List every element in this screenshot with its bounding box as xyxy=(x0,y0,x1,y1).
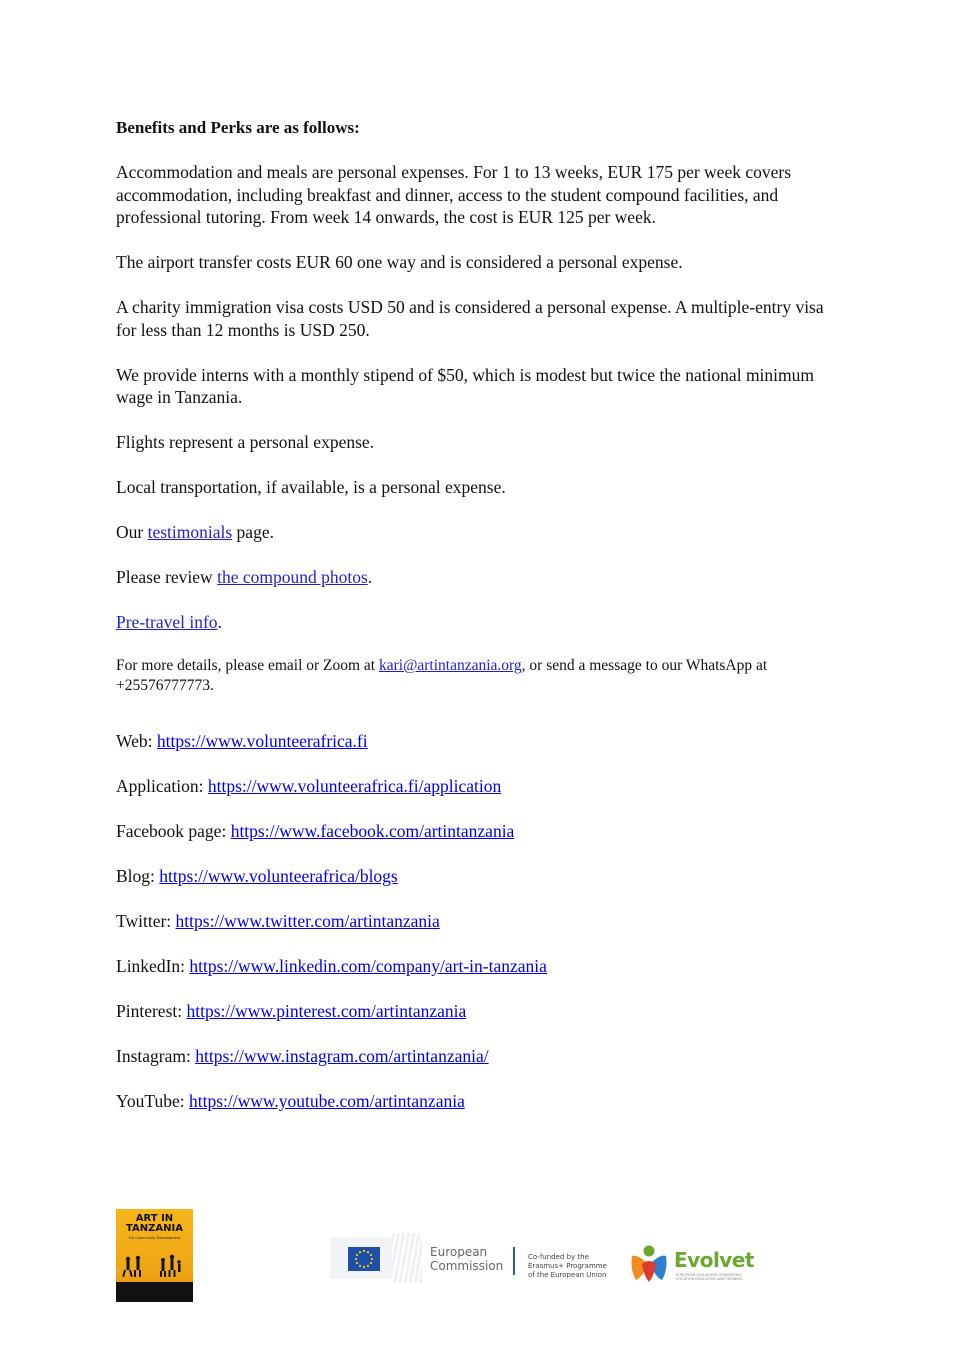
link-label: Web: xyxy=(116,731,157,751)
pinterest-link[interactable]: https://www.pinterest.com/artintanzania xyxy=(186,1001,467,1021)
link-label: Pinterest: xyxy=(116,1001,187,1021)
ait-logo-line1: ART IN xyxy=(135,1213,174,1224)
erasmus-cofunded-text xyxy=(528,1253,607,1280)
link-row-web xyxy=(116,730,831,753)
link-label: Blog: xyxy=(116,866,160,886)
link-row-linkedin xyxy=(116,955,831,978)
cofund-line1: Co-funded by the xyxy=(528,1253,589,1261)
contact-suffix: , or send a message to our WhatsApp at +25576777773. xyxy=(116,657,768,694)
linkedin-link[interactable]: https://www.linkedin.com/company/art-in-tanzania xyxy=(189,956,547,976)
ec-line2: Commission xyxy=(430,1259,504,1273)
ec-decorative-stripes xyxy=(392,1233,422,1283)
photos-line xyxy=(116,566,831,589)
blog-link[interactable]: https://www.volunteerafrica/blogs xyxy=(159,866,398,886)
stipend-paragraph: We provide interns with a monthly stipend of $50, which is modest but twice the national minimum wage in Tanzania. xyxy=(116,364,815,407)
document-body xyxy=(116,117,831,1135)
social-links-list xyxy=(116,730,831,1113)
photos-prefix: Please review xyxy=(116,567,218,587)
evolvet-logo xyxy=(628,1244,753,1284)
local-transport-paragraph: Local transportation, if available, is a personal expense. xyxy=(116,477,506,497)
footer-logos xyxy=(0,1200,960,1310)
ait-logo-tagline: For Community Development xyxy=(128,1236,181,1240)
application-link[interactable]: https://www.volunteerafrica.fi/application xyxy=(207,776,502,796)
cofund-line2: Erasmus+ Programme xyxy=(528,1262,607,1270)
page-heading: Benefits and Perks are as follows: xyxy=(116,118,360,137)
evolvet-tagline: EUROPEAN VOLUNTEER GENERATING VOCATION EDUCATION AND TRAINING xyxy=(676,1273,743,1281)
ec-line1: European xyxy=(430,1245,488,1259)
link-label: Facebook page: xyxy=(116,821,231,841)
link-label: LinkedIn: xyxy=(116,956,190,976)
evolvet-wordmark: Evolvet xyxy=(674,1248,754,1272)
twitter-link[interactable]: https://www.twitter.com/artintanzania xyxy=(175,911,440,931)
ait-logo-line2: TANZANIA xyxy=(126,1223,183,1234)
evolvet-emblem-icon xyxy=(628,1244,670,1284)
link-row-facebook xyxy=(116,820,831,843)
link-row-twitter xyxy=(116,910,831,933)
pretravel-suffix: . xyxy=(217,612,222,632)
european-commission-logo xyxy=(330,1233,515,1283)
eu-flag-icon xyxy=(348,1247,380,1271)
ait-logo-title xyxy=(116,1214,193,1234)
testimonials-prefix: Our xyxy=(116,522,148,542)
testimonials-line xyxy=(116,521,831,544)
email-link[interactable]: kari@artintanzania.org xyxy=(379,657,522,674)
link-label: Application: xyxy=(116,776,208,796)
airport-transfer-paragraph: The airport transfer costs EUR 60 one way and is considered a personal expense. xyxy=(116,252,683,272)
visa-paragraph: A charity immigration visa costs USD 50 and is considered a personal expense. A multiple-entry visa for less than 12 months is USD 250. xyxy=(116,297,824,340)
flights-paragraph: Flights represent a personal expense. xyxy=(116,432,375,452)
testimonials-link[interactable]: testimonials xyxy=(147,522,233,542)
contact-prefix: For more details, please email or Zoom at xyxy=(116,657,379,674)
link-row-application xyxy=(116,775,831,798)
contact-paragraph xyxy=(116,656,831,696)
link-label: YouTube: xyxy=(116,1091,189,1111)
accommodation-paragraph: Accommodation and meals are personal expenses. For 1 to 13 weeks, EUR 175 per week covers accommodation, including breakfast and dinner, access to the student compound facilities, and professional tutoring. From week 14 onwards, the cost is EUR 125 per week. xyxy=(116,162,792,227)
link-row-instagram xyxy=(116,1045,831,1068)
pretravel-info-link[interactable]: Pre-travel info xyxy=(116,612,218,632)
ait-logo-band xyxy=(116,1282,193,1302)
link-row-blog xyxy=(116,865,831,888)
ec-divider xyxy=(513,1247,515,1275)
ec-logo-text xyxy=(430,1245,503,1273)
link-label: Instagram: xyxy=(116,1046,196,1066)
link-label: Twitter: xyxy=(116,911,176,931)
art-in-tanzania-logo xyxy=(116,1209,193,1302)
link-row-pinterest xyxy=(116,1000,831,1023)
people-silhouette-icon xyxy=(116,1251,193,1283)
link-row-youtube xyxy=(116,1090,831,1113)
testimonials-suffix: page. xyxy=(232,522,274,542)
web-link[interactable]: https://www.volunteerafrica.fi xyxy=(156,731,368,751)
photos-suffix: . xyxy=(367,567,373,587)
facebook-link[interactable]: https://www.facebook.com/artintanzania xyxy=(230,821,515,841)
instagram-link[interactable]: https://www.instagram.com/artintanzania/ xyxy=(195,1046,489,1066)
pretravel-line xyxy=(116,611,831,634)
compound-photos-link[interactable]: the compound photos xyxy=(217,567,368,587)
youtube-link[interactable]: https://www.youtube.com/artintanzania xyxy=(188,1091,465,1111)
cofund-line3: of the European Union xyxy=(528,1271,607,1279)
